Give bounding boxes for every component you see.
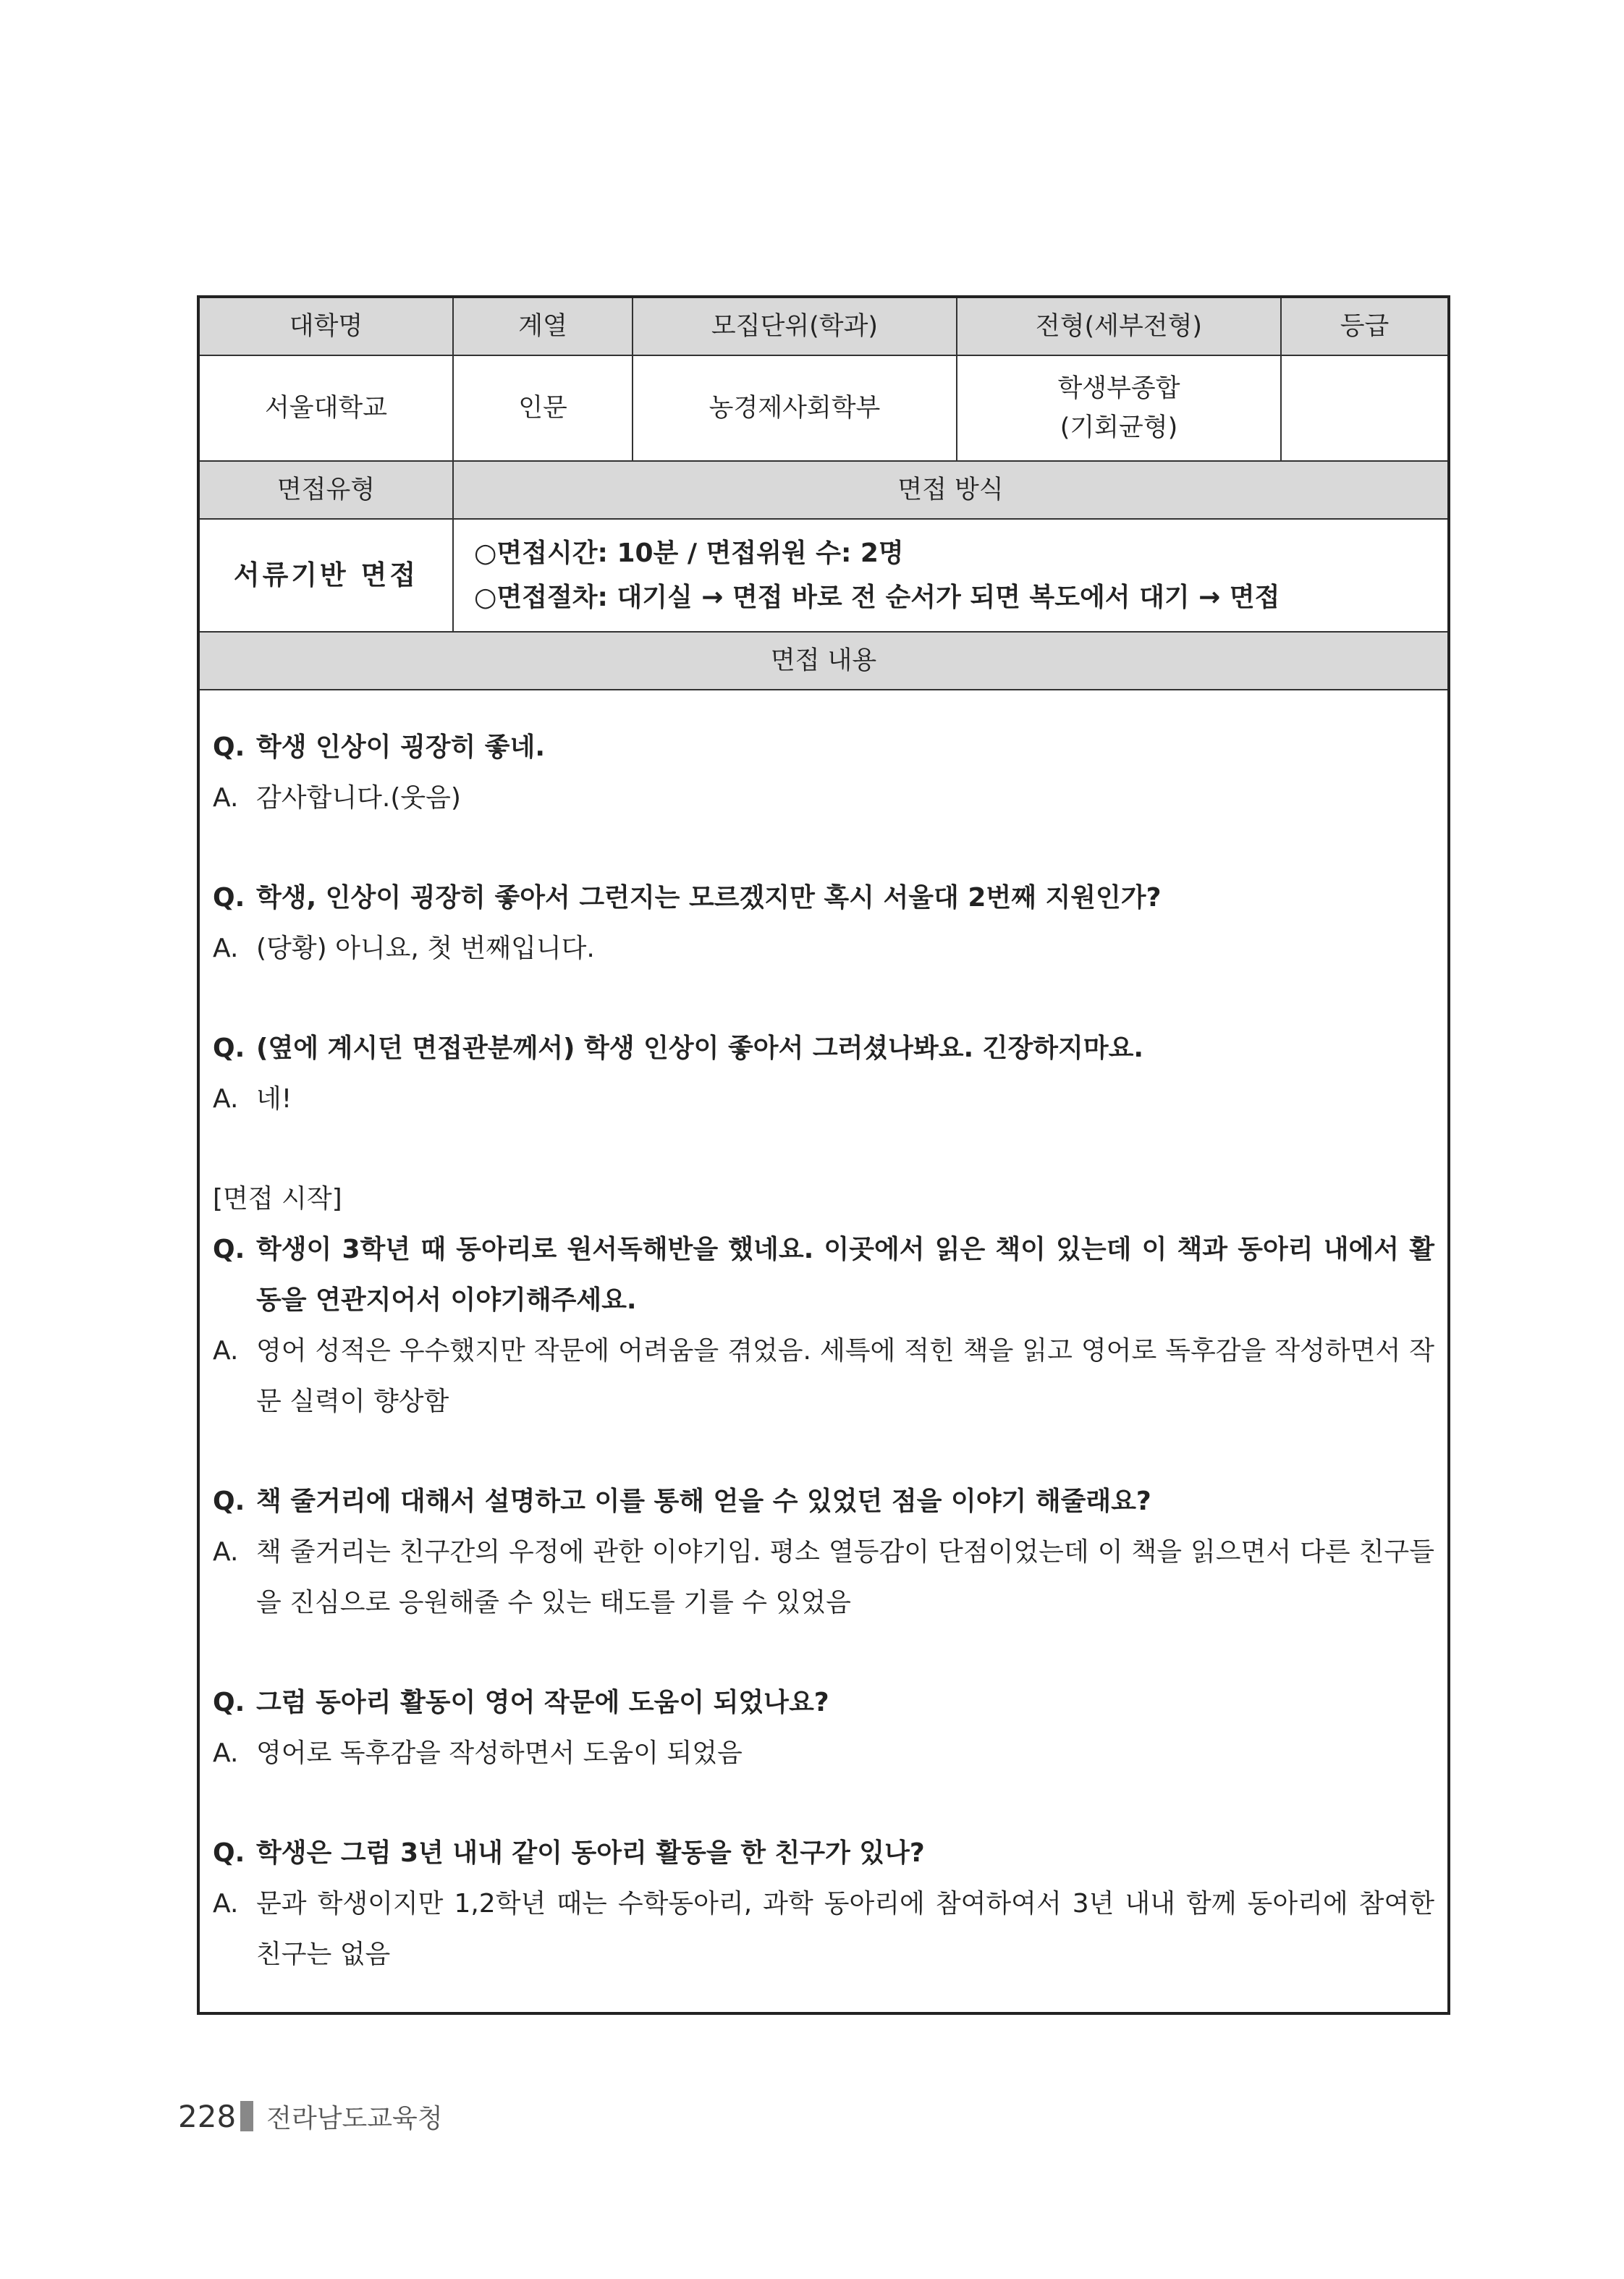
qa-block <box>213 722 1434 824</box>
question-prefix: Q. <box>213 1033 245 1063</box>
interview-content <box>198 690 1449 2013</box>
answer-prefix: A. <box>213 783 239 813</box>
answer-text: 책 줄거리는 친구간의 우정에 관한 이야기임. 평소 열등감이 단점이었는데 이 책을 읽으면서 다른 친구들을 진심으로 응원해줄 수 있는 태도를 기를 수 있었음 <box>256 1537 1434 1618</box>
question-prefix: Q. <box>213 1688 245 1717</box>
question-line <box>213 1678 1434 1728</box>
page-footer <box>178 2096 443 2136</box>
answer-prefix: A. <box>213 1738 239 1768</box>
qa-block <box>213 1476 1434 1628</box>
table-header-row <box>198 297 1449 355</box>
department-name: 농경제사회학부 <box>633 355 957 461</box>
field-name: 인문 <box>453 355 633 461</box>
question-prefix: Q. <box>213 1838 245 1868</box>
content-header-row <box>198 632 1449 690</box>
question-text: 책 줄거리에 대해서 설명하고 이를 통해 얻을 수 있었던 점을 이야기 해줄래요? <box>256 1487 1151 1516</box>
question-text: 그럼 동아리 활동이 영어 작문에 도움이 되었나요? <box>256 1688 829 1717</box>
university-info-row <box>198 355 1449 461</box>
question-prefix: Q. <box>213 1487 245 1516</box>
header-department: 모집단위(학과) <box>633 297 957 355</box>
question-line <box>213 1476 1434 1527</box>
qa-block <box>213 1174 1434 1427</box>
question-prefix: Q. <box>213 1235 245 1264</box>
header-grade: 등급 <box>1281 297 1449 355</box>
answer-text: 영어로 독후감을 작성하면서 도움이 되었음 <box>256 1738 743 1768</box>
qa-block <box>213 1678 1434 1779</box>
answer-line <box>213 923 1434 974</box>
answer-line <box>213 1728 1434 1779</box>
interview-method-header: 면접 방식 <box>453 461 1449 519</box>
answer-line <box>213 1074 1434 1125</box>
interview-time-line: ○면접시간: 10분 / 면접위원 수: 2명 <box>474 538 904 568</box>
interview-type: 서류기반 면접 <box>198 519 453 632</box>
section-note: [면접 시작] <box>213 1184 342 1214</box>
footer-organization: 전라남도교육청 <box>266 2103 443 2134</box>
university-name: 서울대학교 <box>198 355 453 461</box>
answer-text: 감사합니다.(웃음) <box>256 783 461 813</box>
answer-line <box>213 1326 1434 1427</box>
answer-prefix: A. <box>213 1336 239 1366</box>
question-line <box>213 1023 1434 1074</box>
page-number: 228 <box>178 2098 237 2134</box>
question-prefix: Q. <box>213 883 245 913</box>
qa-block <box>213 1828 1434 1980</box>
qa-block <box>213 873 1434 974</box>
answer-text: 네! <box>256 1084 292 1114</box>
question-line <box>213 873 1434 923</box>
footer-bar-decoration <box>240 2101 253 2131</box>
admission-type-main: 학생부종합 <box>1057 373 1180 403</box>
question-line <box>213 1225 1434 1326</box>
interview-header-row <box>198 461 1449 519</box>
answer-line <box>213 1879 1434 1980</box>
question-text: 학생이 3학년 때 동아리로 원서독해반을 했네요. 이곳에서 읽은 책이 있는데 이 책과 동아리 내에서 활동을 연관지어서 이야기해주세요. <box>256 1235 1434 1315</box>
question-prefix: Q. <box>213 732 245 762</box>
interview-method-row <box>198 519 1449 632</box>
answer-prefix: A. <box>213 1537 239 1567</box>
interview-content-header: 면접 내용 <box>198 632 1449 690</box>
answer-prefix: A. <box>213 934 239 963</box>
answer-line <box>213 1527 1434 1628</box>
header-university: 대학명 <box>198 297 453 355</box>
qa-block <box>213 1023 1434 1125</box>
answer-line <box>213 773 1434 824</box>
question-text: (옆에 계시던 면접관분께서) 학생 인상이 좋아서 그러셨나봐요. 긴장하지마요. <box>256 1033 1144 1063</box>
grade-value <box>1281 355 1449 461</box>
header-field: 계열 <box>453 297 633 355</box>
question-text: 학생, 인상이 굉장히 좋아서 그런지는 모르겠지만 혹시 서울대 2번째 지원인가? <box>256 883 1162 913</box>
answer-text: 영어 성적은 우수했지만 작문에 어려움을 겪었음. 세특에 적힌 책을 읽고 영어로 독후감을 작성하면서 작문 실력이 향상함 <box>256 1336 1434 1416</box>
question-line <box>213 722 1434 773</box>
interview-method-details <box>453 519 1449 632</box>
admission-type <box>957 355 1281 461</box>
content-row <box>198 690 1449 2013</box>
admission-type-sub: (기회균형) <box>1060 413 1178 442</box>
answer-text: (당황) 아니요, 첫 번째입니다. <box>256 934 595 963</box>
answer-text: 문과 학생이지만 1,2학년 때는 수학동아리, 과학 동아리에 참여하여서 3년 내내 함께 동아리에 참여한 친구는 없음 <box>256 1889 1434 1969</box>
qa-list <box>213 722 1434 1980</box>
interview-type-header: 면접유형 <box>198 461 453 519</box>
interview-procedure-line: ○면접절차: 대기실 → 면접 바로 전 순서가 되면 복도에서 대기 → 면접 <box>474 583 1280 612</box>
answer-prefix: A. <box>213 1084 239 1114</box>
question-text: 학생 인상이 굉장히 좋네. <box>256 732 546 762</box>
question-text: 학생은 그럼 3년 내내 같이 동아리 활동을 한 친구가 있나? <box>256 1838 925 1868</box>
answer-prefix: A. <box>213 1889 239 1919</box>
interview-record-table <box>197 295 1450 2015</box>
header-admission-type: 전형(세부전형) <box>957 297 1281 355</box>
question-line <box>213 1828 1434 1879</box>
